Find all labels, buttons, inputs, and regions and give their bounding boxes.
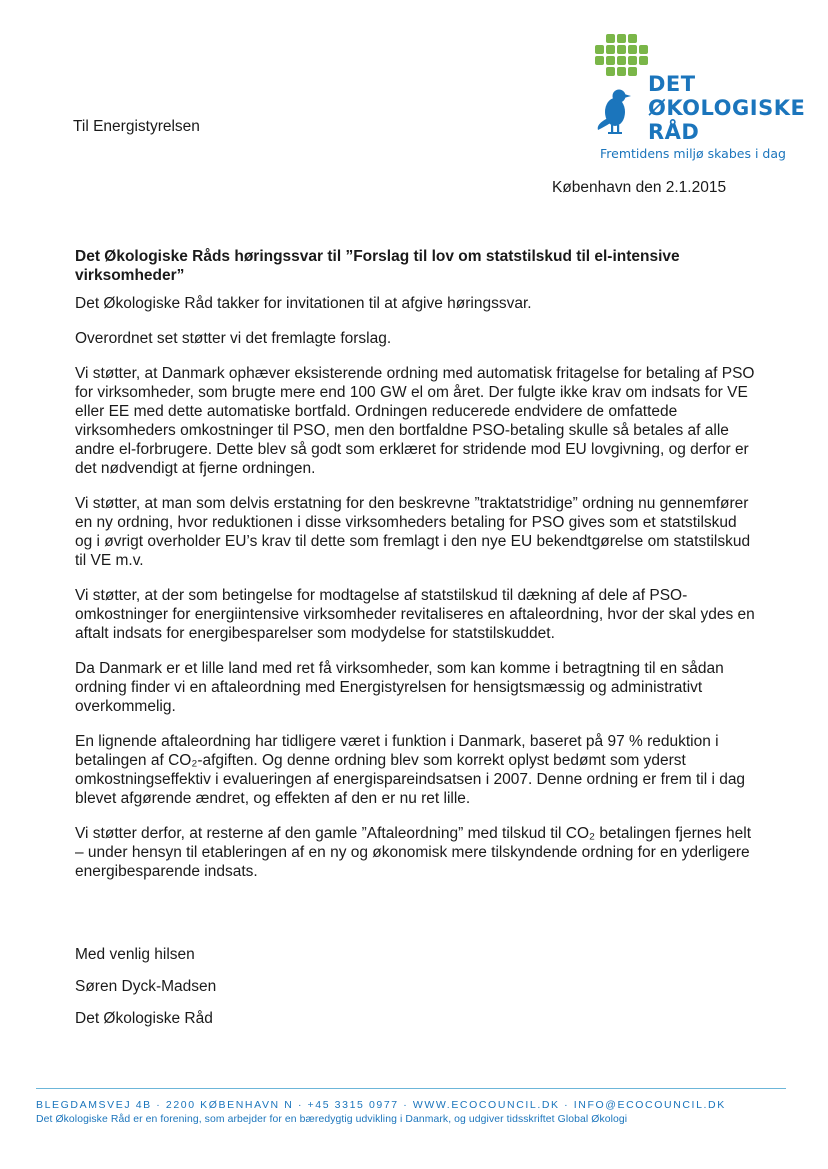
globe-segment <box>617 45 626 54</box>
globe-segment <box>628 67 637 76</box>
globe-segment <box>628 56 637 65</box>
logo-text-line1: DET <box>648 72 696 96</box>
globe-segment <box>606 67 615 76</box>
footer-divider <box>36 1088 786 1089</box>
globe-segment <box>639 56 648 65</box>
footer-contact-line: BLEGDAMSVEJ 4B · 2200 KØBENHAVN N · +45 3315 0977 · WWW.ECOCOUNCIL.DK · INFO@ECOCOUNCIL.DK <box>36 1099 726 1111</box>
paragraph: Vi støtter derfor, at resterne af den gamle ”Aftaleordning” med tilskud til CO₂ betalingen fjernes helt – under hensyn til etableringen af en ny og økonomisk mere tilskyndende ordning for en yderligere energibesparende indsats. <box>75 825 752 880</box>
globe-segment <box>606 45 615 54</box>
organization-logo <box>588 26 806 166</box>
logo-tagline: Fremtidens miljø skabes i dag <box>600 146 786 161</box>
globe-segment <box>617 67 626 76</box>
signer-name: Søren Dyck-Madsen <box>75 978 217 995</box>
signer-organization: Det Økologiske Råd <box>75 1010 213 1027</box>
paragraph: Vi støtter, at Danmark ophæver eksisterende ordning med automatisk fritagelse for betaling af PSO for virksomheder, som brugte mere end 100 GW el om året. Der fulgte ikke krav om indsats for VE eller EE med dette automatiske bortfald. Ordningen reducerede endvidere de omfattede virksomheders omkostninger til PSO, men den bortfaldne PSO-betaling skulle så betales af alle andre el-forbrugere. Dette blev så godt som erklæret for stridende mod EU lovgivning, og derfor er det nødvendigt at fjerne ordningen. <box>75 365 755 477</box>
globe-segment <box>617 34 626 43</box>
paragraph: Vi støtter, at der som betingelse for modtagelse af statstilskud til dækning af dele af PSO-omkostninger for energiintensive virksomheder revitaliseres en aftaleordning, hvor der skal ydes en aftalt indsats for energibesparelser som modydelse for statstilskuddet. <box>75 587 755 642</box>
paragraph: En lignende aftaleordning har tidligere været i funktion i Danmark, baseret på 97 % reduktion i betalingen af CO₂-afgiften. Og denne ordning blev som korrekt oplyst bedømt som yderst omkostningseffektiv i evalueringen af energispareindsatsen i 2007. Denne ordning er frem til i dag blevet afgørende ændret, og effekten af den er nu ret lille. <box>75 733 746 807</box>
paragraph: Vi støtter, at man som delvis erstatning for den beskrevne ”traktatstridige” ordning nu gennemfører en ny ordning, hvor reduktionen i disse virksomheders betaling for PSO gives som et statstilskud og i øvrigt overholder EU’s krav til dette som fremlagt i den nye EU bekendtgørelse om statstilskud til VE m.v. <box>75 495 751 569</box>
paragraph: Da Danmark er et lille land med ret få virksomheder, som kan komme i betragtning til en sådan ordning finder vi en aftaleordning med Energistyrelsen for hensigtsmæssig og administrativt overkommelig. <box>75 660 724 715</box>
globe-icon <box>595 34 648 76</box>
logo-text-line2: ØKOLOGISKE <box>648 96 806 120</box>
letter-closing <box>75 946 216 1042</box>
letter-body <box>75 247 755 897</box>
globe-segment <box>606 34 615 43</box>
globe-segment <box>617 56 626 65</box>
letter-date: København den 2.1.2015 <box>552 179 727 196</box>
page-footer <box>36 1088 786 1125</box>
globe-segment <box>628 45 637 54</box>
globe-segment <box>628 34 637 43</box>
paragraph: Overordnet set støtter vi det fremlagte forslag. <box>75 330 392 347</box>
globe-segment <box>595 56 604 65</box>
letter-heading: Det Økologiske Råds høringssvar til ”Forslag til lov om statstilskud til el-intensive virksomheder” <box>75 248 680 284</box>
globe-segment <box>639 45 648 54</box>
closing-greeting: Med venlig hilsen <box>75 946 195 963</box>
globe-segment <box>606 56 615 65</box>
paragraph: Det Økologiske Råd takker for invitationen til at afgive høringssvar. <box>75 295 532 312</box>
globe-segment <box>595 45 604 54</box>
recipient-line: Til Energistyrelsen <box>73 118 200 135</box>
logo-text-line3: RÅD <box>648 120 700 144</box>
bird-icon <box>598 90 631 135</box>
footer-description: Det Økologiske Råd er en forening, som arbejder for en bæredygtig udvikling i Danmark, og udgiver tidsskriftet Global Økologi <box>36 1114 628 1125</box>
